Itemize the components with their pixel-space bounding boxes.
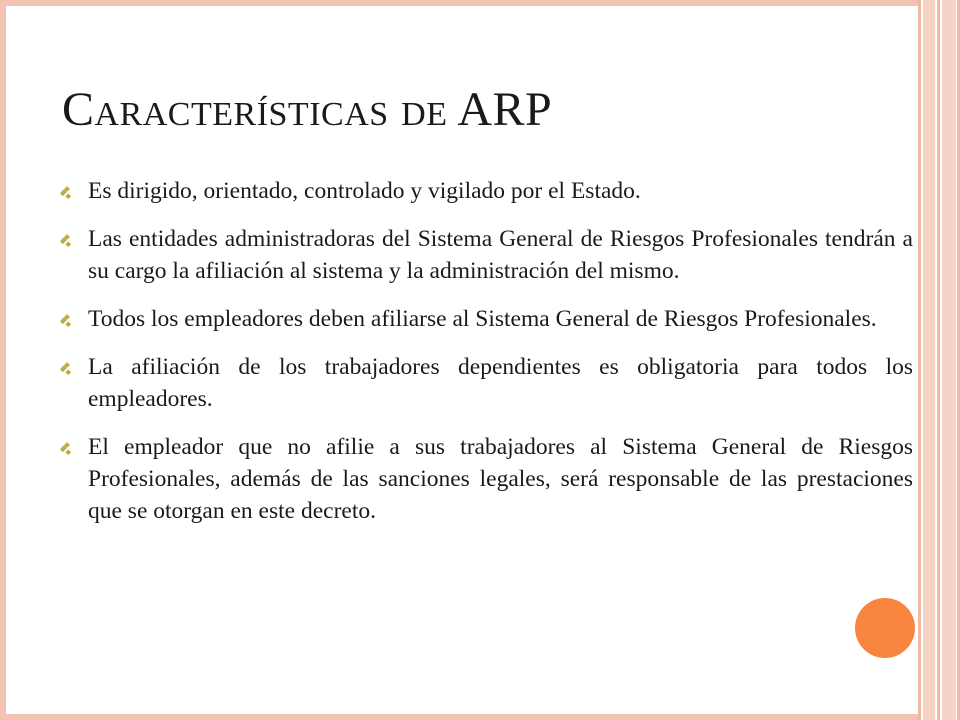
accent-circle [855, 598, 915, 658]
diamond-cluster-icon [62, 315, 72, 325]
bullet-item [60, 351, 913, 415]
bullet-item [60, 175, 913, 207]
bullet-list [60, 175, 913, 543]
stripe [942, 0, 956, 720]
frame-left-border [0, 0, 6, 720]
stripe [918, 0, 921, 720]
right-decorative-stripes [918, 0, 960, 720]
bullet-text: Es dirigido, orientado, controlado y vigilado por el Estado. [88, 178, 641, 204]
bullet-item [60, 303, 913, 335]
bullet-text: La afiliación de los trabajadores dependientes es obligatoria para todos los empleadores. [88, 354, 913, 412]
diamond-cluster-icon [62, 443, 72, 453]
bullet-text: Las entidades administradoras del Sistema General de Riesgos Profesionales tendrán a su cargo la afiliación al sistema y la administración del mismo. [88, 226, 913, 284]
diamond-cluster-icon [62, 187, 72, 197]
diamond-cluster-icon [62, 235, 72, 245]
bullet-item [60, 223, 913, 287]
bullet-text: Todos los empleadores deben afiliarse al Sistema General de Riesgos Profesionales. [88, 306, 877, 332]
frame-bottom-border [0, 714, 918, 720]
bullet-text: El empleador que no afilie a sus trabajadores al Sistema General de Riesgos Profesionales, además de las sanciones legales, será responsable de las prestaciones que se otorgan en este decreto. [88, 434, 913, 524]
bullet-item [60, 431, 913, 527]
diamond-cluster-icon [62, 363, 72, 373]
slide-title: Características de ARP [62, 83, 553, 136]
stripe [937, 0, 940, 720]
frame-top-border [0, 0, 918, 6]
stripe [923, 0, 935, 720]
